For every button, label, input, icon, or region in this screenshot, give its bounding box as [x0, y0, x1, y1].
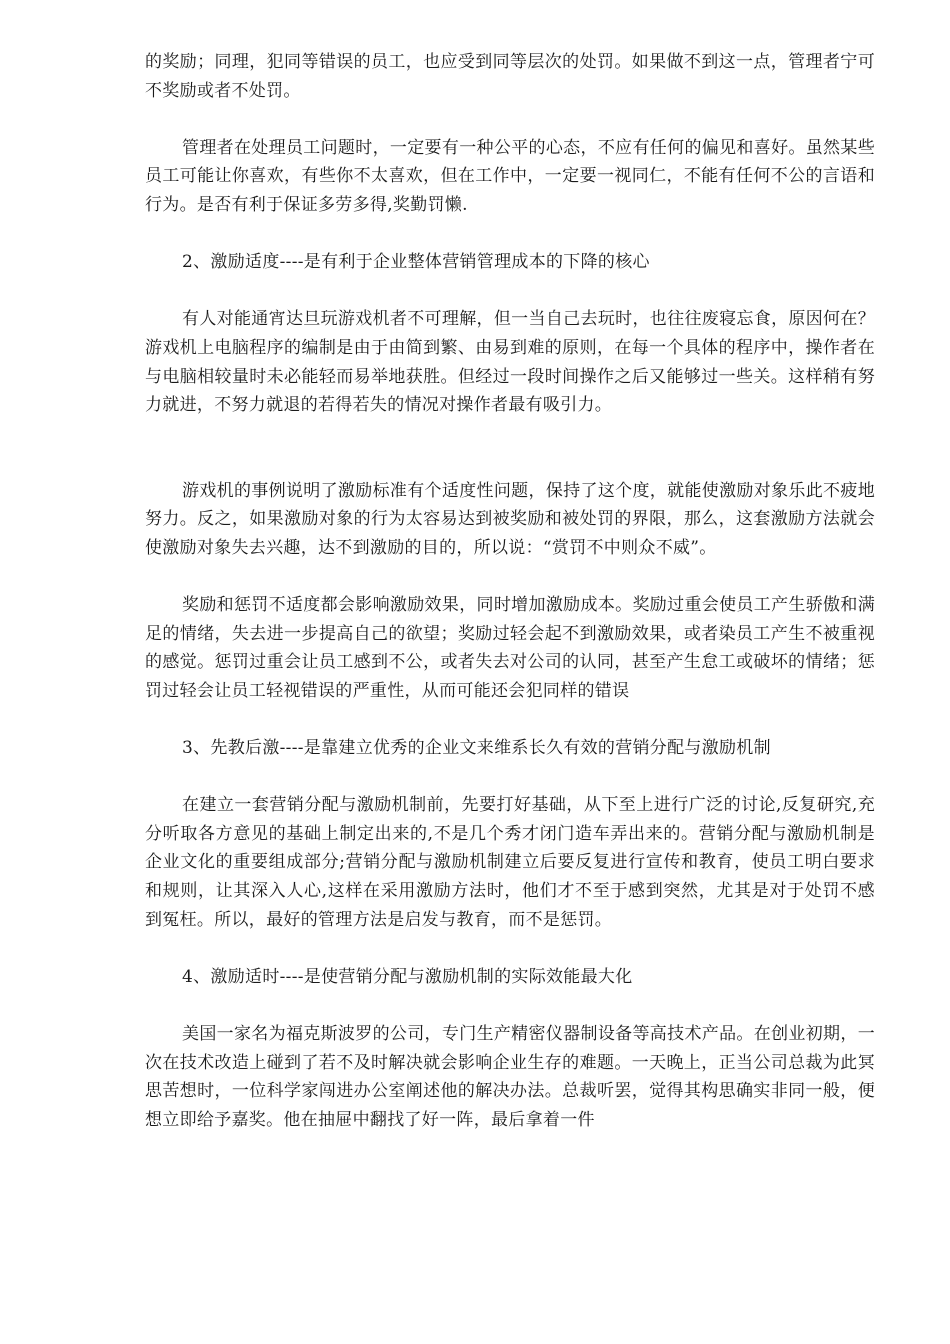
section-heading-4: 4、激励适时----是使营销分配与激励机制的实际效能最大化	[182, 966, 633, 987]
paragraph-moderation-example: 游戏机的事例说明了激励标准有个适度性问题，保持了这个度，就能使激励对象乐此不疲地努力。反之，如果激励对象的行为太容易达到被奖励和被处罚的界限，那么，这套激励方法就会使激励对象失去兴趣，达不到激励的目的，所以说：“赏罚不中则众不威”。	[145, 480, 875, 558]
section-heading-3: 3、先教后激----是靠建立优秀的企业文来维系长久有效的营销分配与激励机制	[182, 738, 771, 759]
paragraph-teach-first: 在建立一套营销分配与激励机制前，先要打好基础，从下至上进行广泛的讨论,反复研究,充分听取各方意见的基础上制定出来的,不是几个秀才闭门造车弄出来的。营销分配与激励机制是企业文化的重要组成部分;营销分配与激励机制建立后要反复进行宣传和教育，使员工明白要求和规则，让其深入人心,这样在采用激励方法时，他们才不至于感到突然，尤其是对于处罚不感到冤枉。所以，最好的管理方法是启发与教育，而不是惩罚。	[145, 795, 875, 930]
paragraph-foxboro-story: 美国一家名为福克斯波罗的公司，专门生产精密仪器制设备等高技术产品。在创业初期，一次在技术改造上碰到了若不及时解决就会影响企业生存的难题。一天晚上，正当公司总裁为此冥思苦想时，一位科学家闯进办公室阐述他的解决办法。总裁听罢，觉得其构思确实非同一般，便想立即给予嘉奖。他在抽屉中翻找了好一阵，最后拿着一件	[145, 1024, 875, 1130]
paragraph-reward-punishment-balance: 奖励和惩罚不适度都会影响激励效果，同时增加激励成本。奖励过重会使员工产生骄傲和满足的情绪，失去进一步提高自己的欲望；奖励过轻会起不到激励效果，或者染员工产生不被重视的感觉。惩罚过重会让员工感到不公，或者失去对公司的认同，甚至产生怠工或破坏的情绪；惩罚过轻会让员工轻视错误的严重性，从而可能还会犯同样的错误	[145, 595, 875, 701]
paragraph-reward-equality: 的奖励；同理，犯同等错误的员工，也应受到同等层次的处罚。如果做不到这一点，管理者宁可不奖励或者不处罚。	[145, 52, 875, 101]
paragraph-fair-attitude: 管理者在处理员工问题时，一定要有一种公平的心态，不应有任何的偏见和喜好。虽然某些员工可能让你喜欢，有些你不太喜欢，但在工作中，一定要一视同仁，不能有任何不公的言语和行为。是否有利于保证多劳多得,奖勤罚懒.	[145, 137, 875, 215]
section-heading-2: 2、激励适度----是有利于企业整体营销管理成本的下降的核心	[182, 252, 650, 273]
paragraph-game-machine: 有人对能通宵达旦玩游戏机者不可理解，但一当自己去玩时，也往往废寝忘食，原因何在？游戏机上电脑程序的编制是由于由简到繁、由易到难的原则，在每一个具体的程序中，操作者在与电脑相较量时未必能轻而易举地获胜。但经过一段时间操作之后又能够过一些关。这样稍有努力就进，不努力就退的若得若失的情况对操作者最有吸引力。	[145, 309, 875, 416]
document-page	[145, 48, 875, 1163]
